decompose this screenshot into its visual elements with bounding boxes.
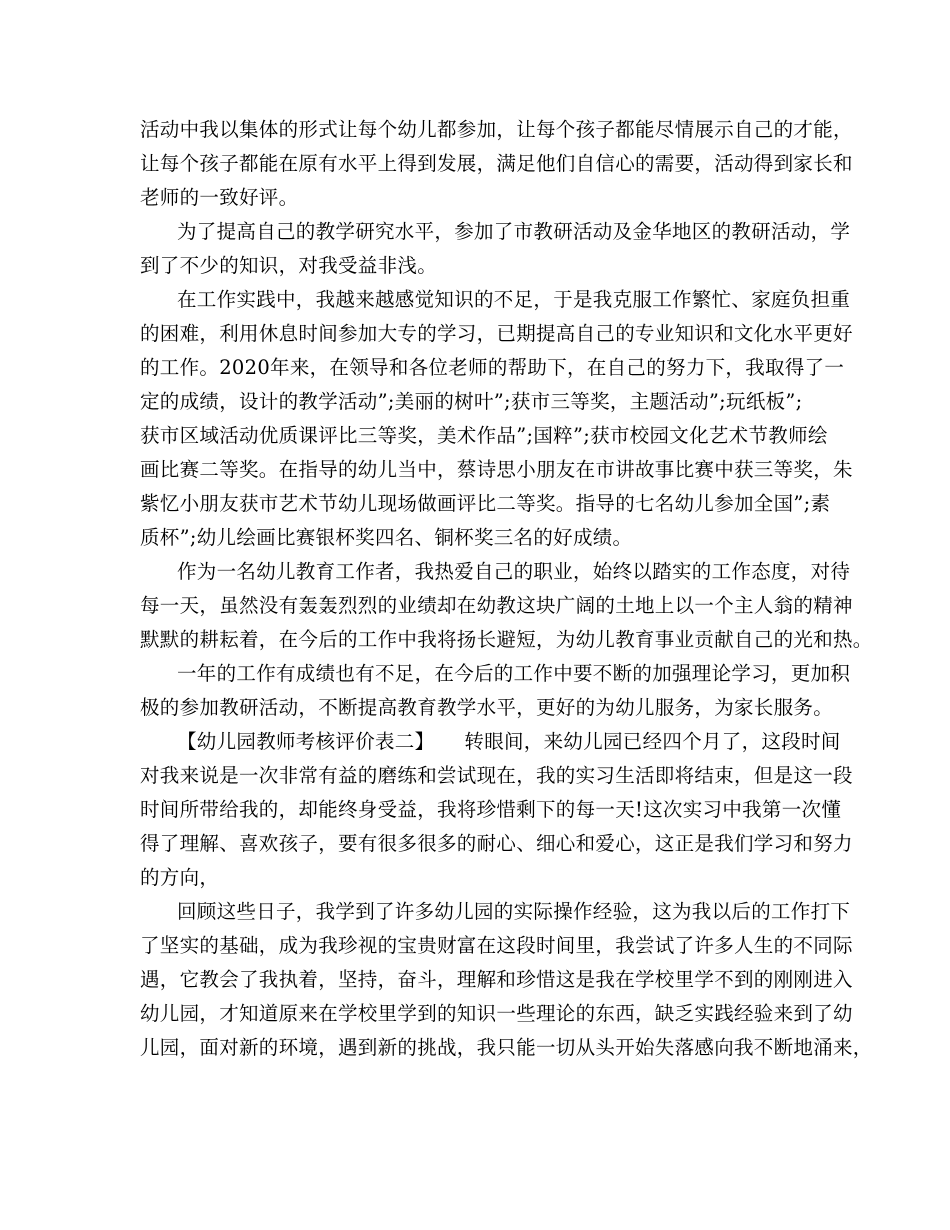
text-line: 得了理解、喜欢孩子，要有很多很多的耐心、细心和爱心，这正是我们学习和努力 [140, 832, 853, 855]
text-line: 一年的工作有成绩也有不足，在今后的工作中要不断的加强理论学习，更加积 [177, 662, 851, 685]
text-line: 对我来说是一次非常有益的磨练和尝试现在，我的实习生活即将结束，但是这一段 [140, 764, 853, 787]
text-line: 时间所带给我的，却能终身受益，我将珍惜剩下的每一天!这次实习中我第一次懂 [140, 798, 842, 821]
text-line: 的困难，利用休息时间参加大专的学习，已期提高自己的专业知识和文化水平更好 [140, 322, 853, 345]
text-line: 了坚实的基础，成为我珍视的宝贵财富在这段时间里，我尝试了许多人生的不同际 [140, 934, 853, 957]
text-line: 让每个孩子都能在原有水平上得到发展，满足他们自信心的需要，活动得到家长和 [140, 152, 853, 175]
text-line: 默默的耕耘着，在今后的工作中我将扬长避短，为幼儿教育事业贡献自己的光和热。 [140, 628, 873, 651]
text-line: 作为一名幼儿教育工作者，我热爱自己的职业，始终以踏实的工作态度，对待 [177, 560, 851, 583]
text-line: 儿园，面对新的环境，遇到新的挑战，我只能一切从头开始失落感向我不断地涌来， [140, 1036, 873, 1059]
text-span: 转眼间，来幼儿园已经四个月了，这段时间 [464, 730, 841, 753]
text-line: 画比赛二等奖。在指导的幼儿当中，蔡诗思小朋友在市讲故事比赛中获三等奖，朱 [140, 458, 853, 481]
section-heading-line [177, 726, 841, 758]
text-line: 遇，它教会了我执着，坚持，奋斗，理解和珍惜这是我在学校里学不到的刚刚进入 [140, 968, 853, 991]
text-line: 活动中我以集体的形式让每个幼儿都参加，让每个孩子都能尽情展示自己的才能， [140, 118, 853, 141]
text-line: 在工作实践中，我越来越感觉知识的不足，于是我克服工作繁忙、家庭负担重 [177, 288, 851, 311]
text-line: 老师的一致好评。 [140, 186, 299, 209]
text-line: 到了不少的知识，对我受益非浅。 [140, 254, 438, 277]
text-line: 获市区域活动优质课评比三等奖，美术作品”;国粹”;获市校园文化艺术节教师绘 [140, 424, 828, 447]
text-line: 质杯”;幼儿绘画比赛银杯奖四名、铜杯奖三名的好成绩。 [140, 526, 633, 549]
text-line: 每一天，虽然没有轰轰烈烈的业绩却在幼教这块广阔的土地上以一个主人翁的精神 [140, 594, 853, 617]
text-line: 回顾这些日子，我学到了许多幼儿园的实际操作经验，这为我以后的工作打下 [177, 900, 851, 923]
text-line: 定的成绩，设计的教学活动”;美丽的树叶”;获市三等奖，主题活动”;玩纸板”; [140, 390, 803, 413]
text-line: 紫忆小朋友获市艺术节幼儿现场做画评比二等奖。指导的七名幼儿参加全国”;素 [140, 492, 831, 515]
section-title: 【幼儿园教师考核评价表二】 [177, 730, 435, 753]
text-line: 的工作。2020年来，在领导和各位老师的帮助下，在自己的努力下，我取得了一 [140, 356, 845, 379]
text-line: 的方向， [140, 866, 220, 889]
text-line: 为了提高自己的教学研究水平，参加了市教研活动及金华地区的教研活动，学 [177, 220, 851, 243]
text-line: 极的参加教研活动，不断提高教育教学水平，更好的为幼儿服务，为家长服务。 [140, 696, 834, 719]
text-line: 幼儿园，才知道原来在学校里学到的知识一些理论的东西，缺乏实践经验来到了幼 [140, 1002, 853, 1025]
